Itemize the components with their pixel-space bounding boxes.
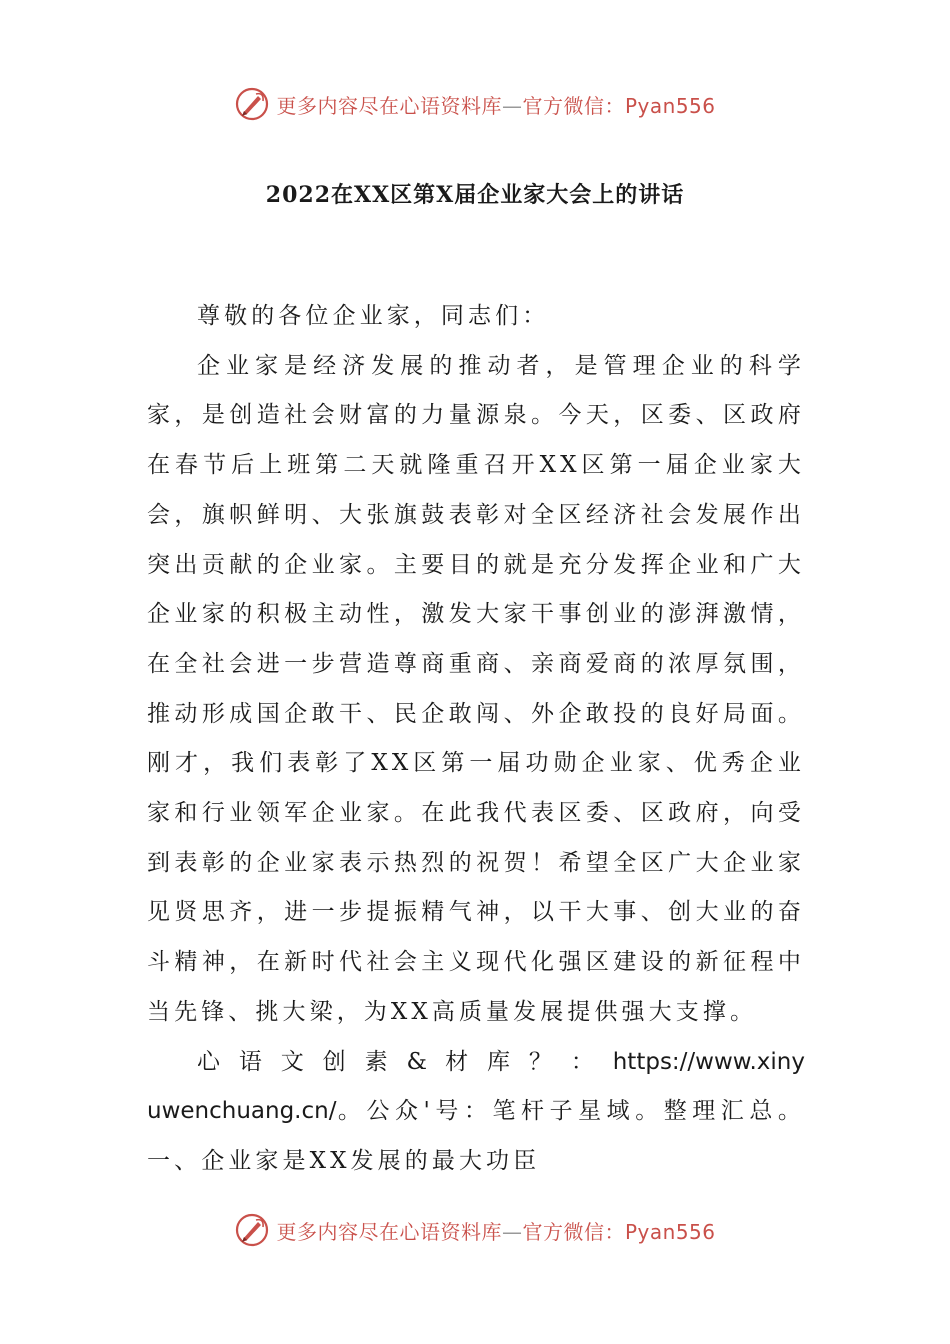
header-watermark-banner	[0, 80, 950, 128]
watermark-account: Pyan556	[624, 1219, 716, 1244]
source-suffix: 。公众'号：笔杆子星域。整理汇总。一、企业家是XX发展的最大功臣	[147, 1098, 805, 1174]
document-title: 2022在XX区第X届企业家大会上的讲话	[265, 182, 685, 208]
watermark-main: 更多内容尽在心语资料库	[276, 1219, 502, 1244]
main-paragraph: 企业家是经济发展的推动者，是管理企业的科学家，是创造社会财富的力量源泉。今天，区委、区政府在春节后上班第二天就隆重召开XX区第一届企业家大会，旗帜鲜明、大张旗鼓表彰对全区经济社会发展作出突出贡献的企业家。主要目的就是充分发挥企业和广大企业家的积极主动性，激发大家干事创业的澎湃激情，在全社会进一步营造尊商重商、亲商爱商的浓厚氛围，推动形成国企敢干、民企敢闯、外企敢投的良好局面。刚才，我们表彰了XX区第一届功勋企业家、优秀企业家和行业领军企业家。在此我代表区委、区政府，向受到表彰的企业家表示热烈的祝贺！希望全区广大企业家见贤思齐，进一步提振精气神，以干大事、创大业的奋斗精神，在新时代社会主义现代化强区建设的新征程中当先锋、挑大梁，为XX高质量发展提供强大支撑。	[147, 352, 805, 1025]
quill-pen-logo-icon	[234, 86, 270, 122]
salutation-paragraph: 尊敬的各位企业家，同志们：	[197, 303, 550, 329]
watermark-main: 更多内容尽在心语资料库	[276, 93, 502, 118]
watermark-text	[276, 1216, 715, 1245]
watermark-text	[276, 90, 715, 119]
watermark-label: 官方微信：	[522, 93, 625, 118]
watermark-dash: —	[501, 93, 523, 118]
watermark-account: Pyan556	[624, 93, 716, 118]
watermark-label: 官方微信：	[522, 1219, 625, 1244]
source-prefix: 心 语 文 创 素 & 材 库 ？ ：	[197, 1048, 613, 1075]
source-url-link[interactable]: https://www.xinyuwenchuang.cn/	[147, 1048, 805, 1125]
source-paragraph	[147, 1038, 805, 1187]
document-body	[147, 292, 805, 1187]
quill-pen-logo-icon	[234, 1212, 270, 1248]
watermark-dash: —	[501, 1219, 523, 1244]
footer-watermark-banner	[0, 1206, 950, 1254]
